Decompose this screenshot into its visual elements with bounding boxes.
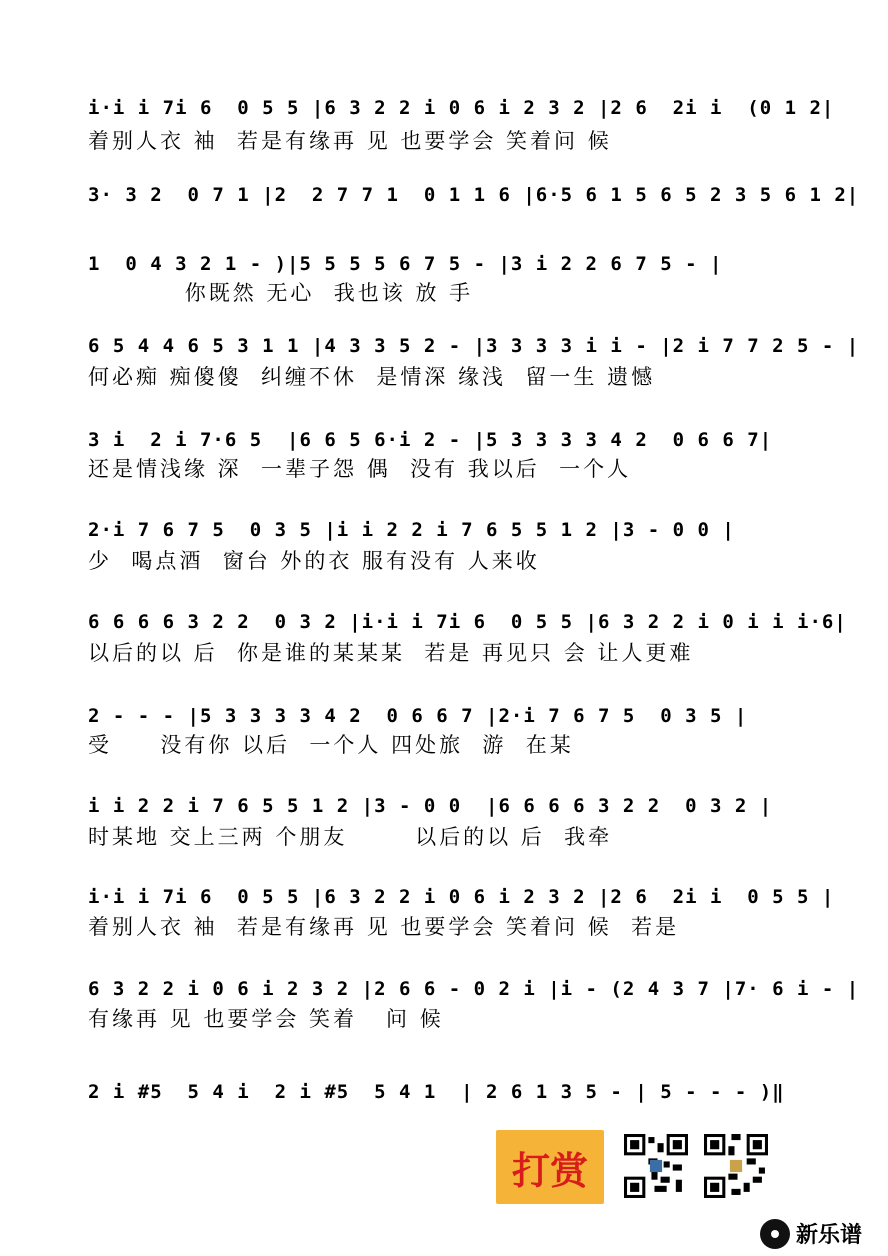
notation-line-4: 6 5 4 4 6 5 3 1 1 |4 3 3 5 2 - |3 3 3 3 i i - |2 i 7 7 2 5 - | <box>88 335 860 357</box>
lyrics-line-1: 着别人衣 袖 若是有缘再 见 也要学会 笑着问 候 <box>88 129 612 153</box>
lyrics-line-6: 少 喝点酒 窗台 外的衣 服有没有 人来收 <box>88 549 540 573</box>
lyrics-line-11: 有缘再 见 也要学会 笑着 问 候 <box>88 1007 444 1031</box>
music-disc-icon <box>760 1219 790 1249</box>
lyrics-line-5: 还是情浅缘 深 一辈子怨 偶 没有 我以后 一个人 <box>88 457 632 481</box>
lyrics-line-3: 你既然 无心 我也该 放 手 <box>88 281 474 305</box>
qr-code-icon <box>624 1134 688 1198</box>
notation-line-11: 6 3 2 2 i 0 6 i 2 3 2 |2 6 6 - 0 2 i |i - (2 4 3 7 |7· 6 i - | <box>88 978 860 1000</box>
notation-line-12: 2 i #5 5 4 i 2 i #5 5 4 1 | 2 6 1 3 5 - | 5 - - - )‖ <box>88 1081 785 1103</box>
lyrics-line-4: 何必痴 痴傻傻 纠缠不休 是情深 缘浅 留一生 遗憾 <box>88 365 656 389</box>
lyrics-line-8: 受 没有你 以后 一个人 四处旅 游 在某 <box>88 733 574 757</box>
notation-line-10: i·i i 7i 6 0 5 5 |6 3 2 2 i 0 6 i 2 3 2 |2 6 2i i 0 5 5 | <box>88 886 835 908</box>
notation-line-6: 2·i 7 6 7 5 0 3 5 |i i 2 2 i 7 6 5 5 1 2 |3 - 0 0 | <box>88 519 735 541</box>
lyrics-line-10: 着别人衣 袖 若是有缘再 见 也要学会 笑着问 候 若是 <box>88 915 680 939</box>
notation-line-5: 3 i 2 i 7·6 5 |6 6 5 6·i 2 - |5 3 3 3 3 4 2 0 6 6 7| <box>88 429 773 451</box>
qr-code-icon <box>704 1134 768 1198</box>
notation-line-2: 3· 3 2 0 7 1 |2 2 7 7 1 0 1 1 6 |6·5 6 1 5 6 5 2 3 5 6 1 2| <box>88 184 860 206</box>
tip-label: 打赏 <box>511 1148 588 1193</box>
notation-line-7: 6 6 6 6 3 2 2 0 3 2 |i·i i 7i 6 0 5 5 |6 3 2 2 i 0 i i i·6| <box>88 611 847 633</box>
notation-line-1: i·i i 7i 6 0 5 5 |6 3 2 2 i 0 6 i 2 3 2 |2 6 2i i (0 1 2| <box>88 97 835 119</box>
notation-line-8: 2 - - - |5 3 3 3 3 4 2 0 6 6 7 |2·i 7 6 7 5 0 3 5 | <box>88 705 748 727</box>
notation-line-3: 1 0 4 3 2 1 - )|5 5 5 5 6 7 5 - |3 i 2 2 6 7 5 - | <box>88 253 723 275</box>
lyrics-line-9: 时某地 交上三两 个朋友 以后的以 后 我牵 <box>88 825 613 849</box>
lyrics-line-7: 以后的以 后 你是谁的某某某 若是 再见只 会 让人更难 <box>88 641 694 665</box>
notation-line-9: i i 2 2 i 7 6 5 5 1 2 |3 - 0 0 |6 6 6 6 3 2 2 0 3 2 | <box>88 795 773 817</box>
tip-button[interactable] <box>496 1130 604 1204</box>
logo-text: 新乐谱 <box>796 1223 863 1248</box>
site-logo <box>760 1218 862 1249</box>
